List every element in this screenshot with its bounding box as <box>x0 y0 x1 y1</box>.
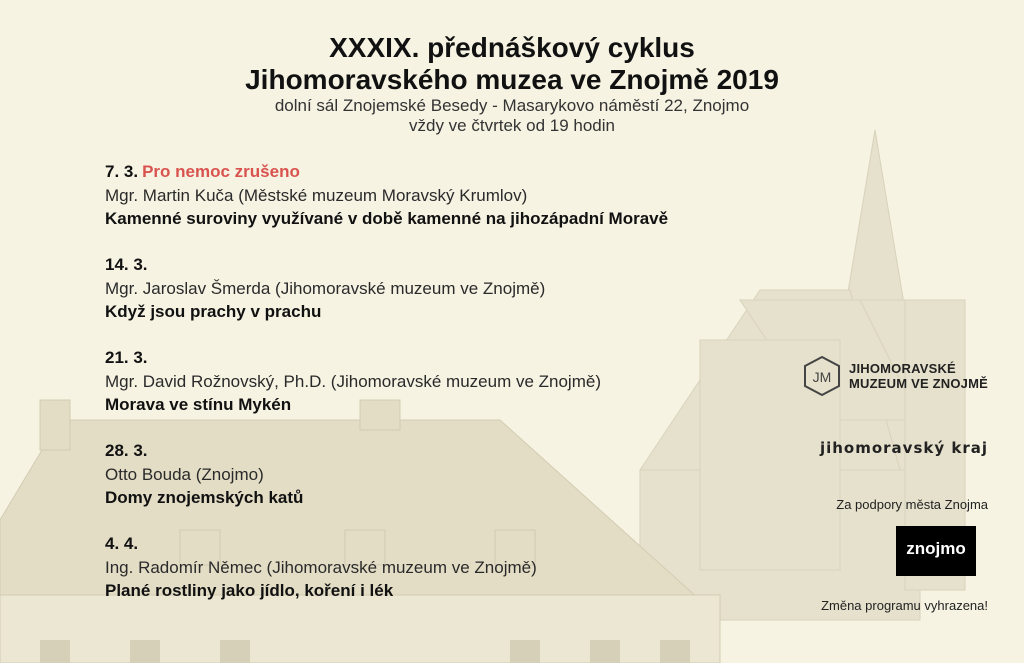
talk-date: 14. 3. <box>105 255 148 274</box>
talk-item <box>105 532 745 603</box>
talk-item <box>105 439 745 510</box>
support-text: Za podpory města Znojma <box>836 497 988 512</box>
talk-speaker: Ing. Radomír Němec (Jihomoravské muzeum ve Znojmě) <box>105 558 537 577</box>
talk-title: Když jsou prachy v prachu <box>105 302 322 321</box>
region-logo: jihomoravský kraj <box>819 439 988 457</box>
talk-title: Morava ve stínu Mykén <box>105 395 292 414</box>
talk-date: 28. 3. <box>105 441 148 460</box>
svg-text:JM: JM <box>812 369 832 385</box>
sponsors-panel <box>788 355 988 613</box>
poster-title-line1: XXXIX. přednáškový cyklus <box>329 32 695 63</box>
museum-hexagon-icon <box>801 355 843 397</box>
poster-header <box>0 32 1024 136</box>
talk-speaker: Otto Bouda (Znojmo) <box>105 465 264 484</box>
talk-title: Domy znojemských katů <box>105 488 304 507</box>
talk-item <box>105 253 745 324</box>
talk-speaker: Mgr. Martin Kuča (Městské muzeum Moravský Krumlov) <box>105 186 528 205</box>
talk-date: 4. 4. <box>105 534 139 553</box>
znojmo-city-logo: znojmo <box>896 526 976 576</box>
talk-title: Kamenné suroviny využívané v době kamenné na jihozápadní Moravě <box>105 209 669 228</box>
talk-item <box>105 160 745 231</box>
program-change-note: Změna programu vyhrazena! <box>821 598 988 613</box>
talk-date: 21. 3. <box>105 348 148 367</box>
venue-text: dolní sál Znojemské Besedy - Masarykovo náměstí 22, Znojmo <box>274 96 750 115</box>
poster-title-line2: Jihomoravského muzea ve Znojmě 2019 <box>245 64 779 95</box>
talk-item <box>105 346 745 417</box>
museum-logo <box>788 355 988 397</box>
talk-speaker: Mgr. David Rožnovský, Ph.D. (Jihomoravské muzeum ve Znojmě) <box>105 372 601 391</box>
talks-list <box>105 160 745 625</box>
talk-title: Plané rostliny jako jídlo, koření i lék <box>105 581 394 600</box>
talk-cancelled-status: Pro nemoc zrušeno <box>142 162 300 181</box>
talk-speaker: Mgr. Jaroslav Šmerda (Jihomoravské muzeum ve Znojmě) <box>105 279 546 298</box>
museum-name-line2: MUZEUM VE ZNOJMĚ <box>849 376 988 391</box>
schedule-text: vždy ve čtvrtek od 19 hodin <box>408 116 615 135</box>
museum-name-line1: JIHOMORAVSKÉ <box>849 361 956 376</box>
talk-date: 7. 3. <box>105 162 139 181</box>
